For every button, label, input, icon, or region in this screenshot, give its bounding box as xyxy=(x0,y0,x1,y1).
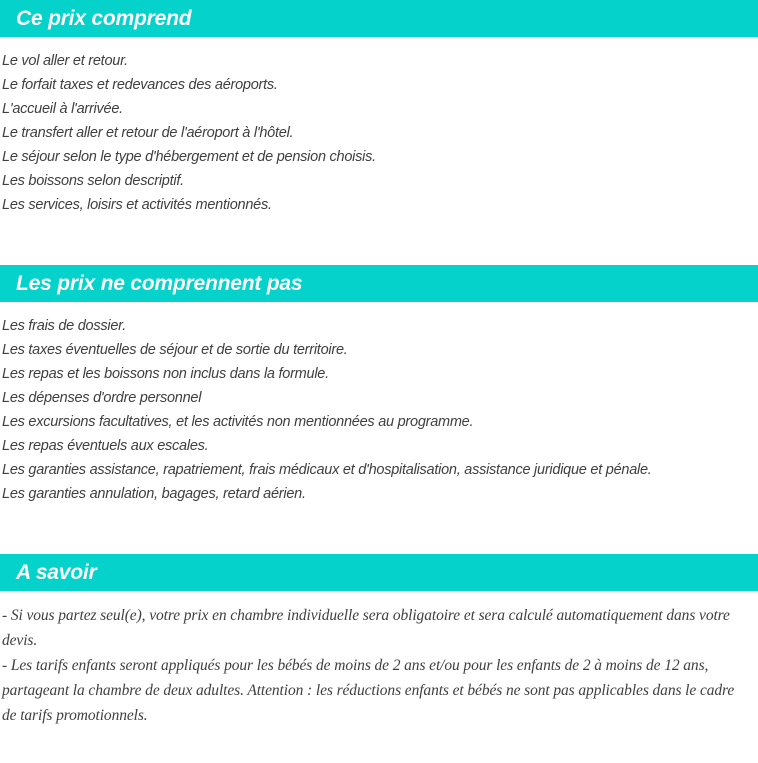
list-item: Le transfert aller et retour de l'aéroport à l'hôtel. xyxy=(2,125,294,141)
section-header-includes xyxy=(0,0,758,37)
list-item: Les excursions facultatives, et les activités non mentionnées au programme. xyxy=(2,414,474,430)
list-item: Les frais de dossier. xyxy=(2,318,126,334)
list-item: Les repas éventuels aux escales. xyxy=(2,438,209,454)
excludes-list xyxy=(0,314,758,506)
list-item: Les taxes éventuelles de séjour et de sortie du territoire. xyxy=(2,342,348,358)
spacer-after-includes-header xyxy=(0,37,758,49)
section-header-notes xyxy=(0,554,758,591)
section-header-excludes xyxy=(0,265,758,302)
list-item: Les boissons selon descriptif. xyxy=(2,173,184,189)
list-item: L'accueil à l'arrivée. xyxy=(2,101,123,117)
spacer-after-notes-header xyxy=(0,591,758,603)
note-paragraph: - Les tarifs enfants seront appliqués pour les bébés de moins de 2 ans et/ou pour les enfants de 2 à moins de 12 ans, partageant la chambre de deux adultes. Attention : les réductions enfants et bébés ne sont pas applicables dans le cadre de tarifs promotionnels. xyxy=(2,657,735,724)
spacer-between-includes-and-excludes xyxy=(0,217,758,265)
section-title-includes: Ce prix comprend xyxy=(16,6,192,30)
notes-list xyxy=(0,603,758,728)
list-item: Le séjour selon le type d'hébergement et de pension choisis. xyxy=(2,149,376,165)
section-title-excludes: Les prix ne comprennent pas xyxy=(16,271,303,295)
list-item: Les services, loisirs et activités mentionnés. xyxy=(2,197,272,213)
includes-list xyxy=(0,49,758,217)
note-paragraph: - Si vous partez seul(e), votre prix en chambre individuelle sera obligatoire et sera calculé automatiquement dans votre devis. xyxy=(2,607,730,649)
list-item: Les garanties assistance, rapatriement, frais médicaux et d'hospitalisation, assistance juridique et pénale. xyxy=(2,462,652,478)
list-item: Les repas et les boissons non inclus dans la formule. xyxy=(2,366,329,382)
list-item: Les dépenses d'ordre personnel xyxy=(2,390,202,406)
section-title-notes: A savoir xyxy=(16,560,97,584)
spacer-between-excludes-and-notes xyxy=(0,506,758,554)
list-item: Le vol aller et retour. xyxy=(2,53,128,69)
list-item: Le forfait taxes et redevances des aéroports. xyxy=(2,77,278,93)
list-item: Les garanties annulation, bagages, retard aérien. xyxy=(2,486,306,502)
spacer-after-excludes-header xyxy=(0,302,758,314)
